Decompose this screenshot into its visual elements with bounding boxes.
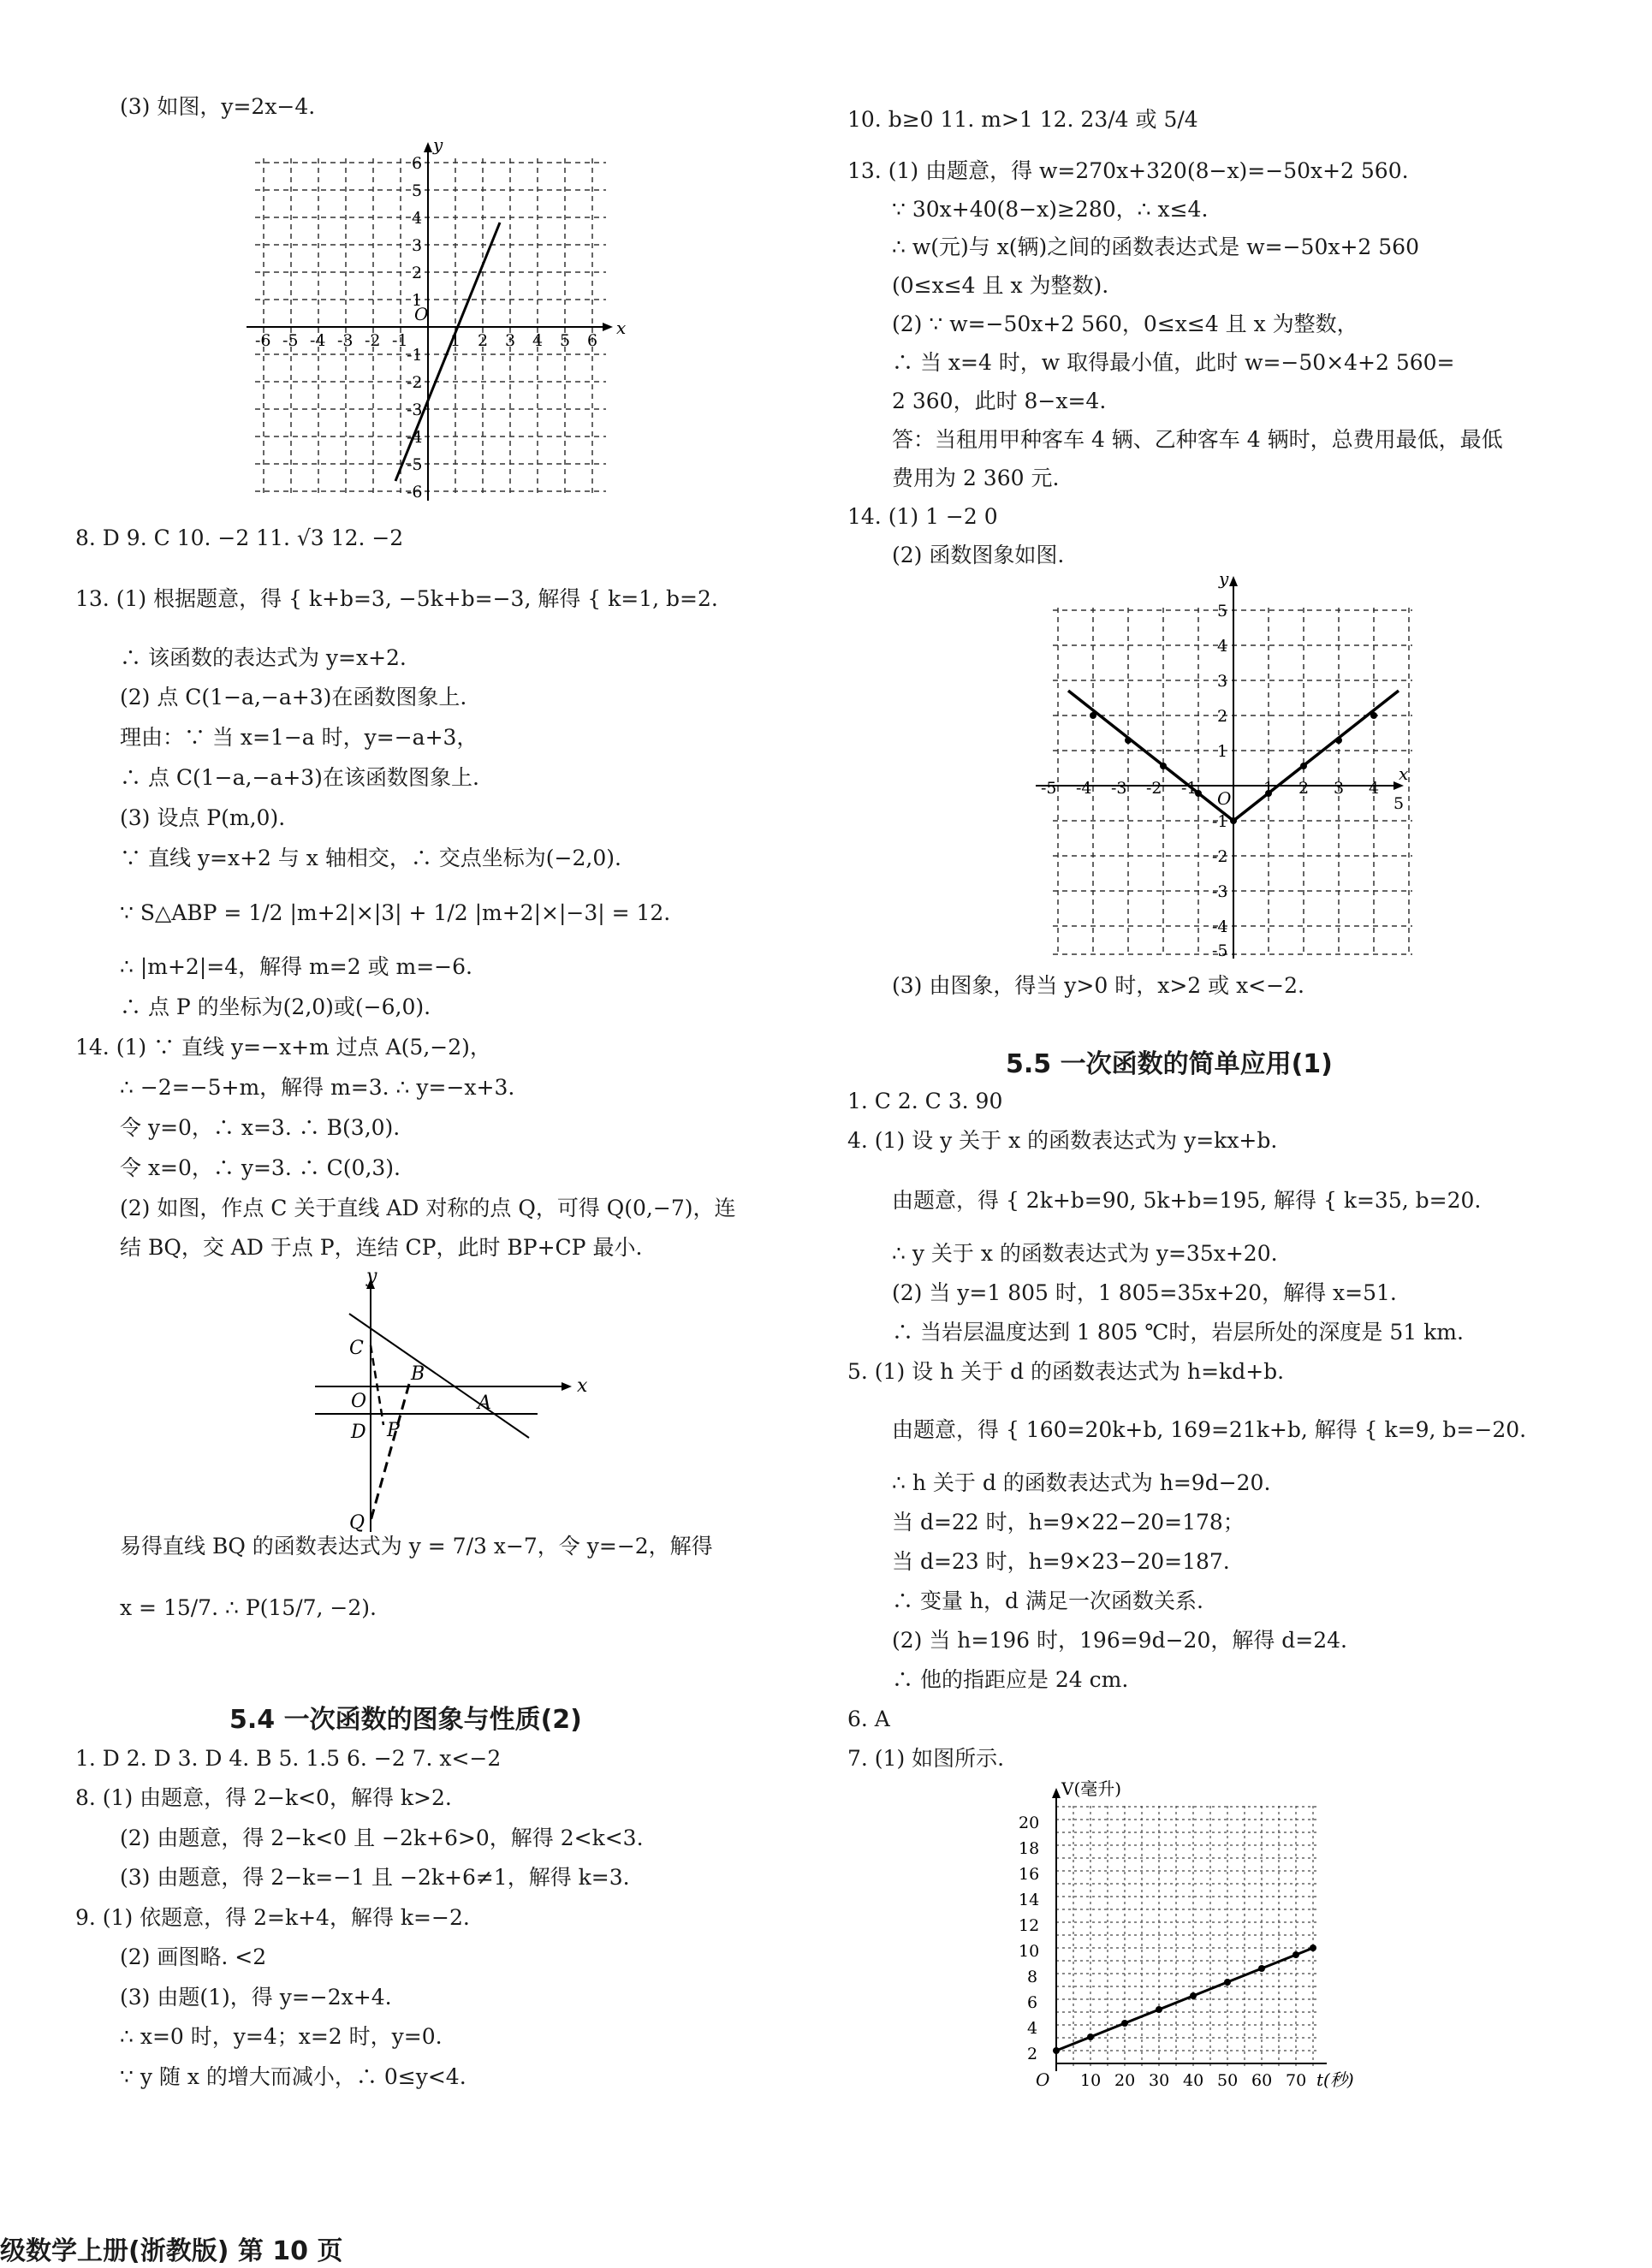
svg-text:x: x bbox=[616, 318, 627, 338]
graph-abs-function bbox=[1036, 569, 1412, 963]
graph-symmetry-point-q bbox=[306, 1267, 666, 1541]
svg-text:6: 6 bbox=[587, 331, 598, 350]
answer-line: ∴ 当 x=4 时，w 取得最小值，此时 w=−50×4+2 560= bbox=[892, 350, 1455, 375]
svg-text:4: 4 bbox=[532, 331, 544, 350]
svg-text:60: 60 bbox=[1251, 2071, 1273, 2090]
svg-text:x: x bbox=[1399, 763, 1409, 784]
answer-line: 13. (1) 根据题意，得 { k+b=3, −5k+b=−3, 解得 { k=1, b=2. bbox=[75, 586, 718, 611]
answer-line: (3) 由图象，得当 y>0 时，x>2 或 x<−2. bbox=[892, 973, 1304, 998]
svg-text:-4: -4 bbox=[1076, 779, 1092, 798]
svg-text:O: O bbox=[351, 1391, 367, 1412]
answer-line: ∴ 点 P 的坐标为(2,0)或(−6,0). bbox=[120, 994, 431, 1019]
svg-text:5: 5 bbox=[1217, 602, 1228, 620]
answer-line: 令 x=0，∴ y=3. ∴ C(0,3). bbox=[120, 1155, 401, 1180]
answer-line: ∴ x=0 时，y=4；x=2 时，y=0. bbox=[120, 2024, 443, 2049]
svg-text:-1: -1 bbox=[407, 346, 423, 365]
answer-line: (2) 函数图象如图. bbox=[892, 543, 1065, 567]
svg-text:20: 20 bbox=[1114, 2071, 1136, 2090]
answer-line: 理由：∵ 当 x=1−a 时，y=−a+3， bbox=[120, 725, 478, 750]
svg-text:-6: -6 bbox=[407, 483, 423, 502]
answer-line: ∴ −2=−5+m，解得 m=3. ∴ y=−x+3. bbox=[120, 1075, 515, 1100]
svg-text:30: 30 bbox=[1149, 2071, 1170, 2090]
svg-text:-2: -2 bbox=[1212, 847, 1228, 866]
svg-text:4: 4 bbox=[1217, 637, 1228, 656]
svg-text:40: 40 bbox=[1183, 2071, 1204, 2090]
svg-text:2: 2 bbox=[1027, 2045, 1038, 2063]
answer-line: 答：当租用甲种客车 4 辆、乙种客车 4 辆时，总费用最低，最低 bbox=[892, 427, 1503, 452]
answer-line: 当 d=23 时，h=9×23−20=187. bbox=[892, 1549, 1230, 1574]
answer-line: x = 15/7. ∴ P(15/7, −2). bbox=[120, 1595, 377, 1620]
answer-line: 当 d=22 时，h=9×22−20=178； bbox=[892, 1510, 1245, 1535]
answer-line: 易得直线 BQ 的函数表达式为 y = 7/3 x−7，令 y=−2，解得 bbox=[120, 1534, 713, 1559]
svg-text:14: 14 bbox=[1019, 1891, 1040, 1909]
answer-line: 7. (1) 如图所示. bbox=[847, 1746, 1005, 1771]
svg-text:O: O bbox=[1217, 788, 1232, 809]
svg-text:-4: -4 bbox=[407, 428, 423, 447]
answer-line: ∴ 当岩层温度达到 1 805 ℃时，岩层所处的深度是 51 km. bbox=[892, 1320, 1464, 1345]
answer-line: (2) 如图，作点 C 关于直线 AD 对称的点 Q，可得 Q(0,−7)，连 bbox=[120, 1196, 736, 1220]
svg-text:-2: -2 bbox=[407, 373, 423, 392]
svg-text:3: 3 bbox=[505, 331, 516, 350]
svg-text:V(毫升): V(毫升) bbox=[1061, 1778, 1122, 1799]
section-title: 5.5 一次函数的简单应用(1) bbox=[1006, 1049, 1333, 1079]
svg-text:-3: -3 bbox=[1111, 779, 1127, 798]
svg-text:P: P bbox=[387, 1420, 400, 1441]
svg-text:6: 6 bbox=[1027, 1993, 1038, 2012]
svg-text:50: 50 bbox=[1217, 2071, 1239, 2090]
svg-text:3: 3 bbox=[412, 236, 423, 255]
svg-text:1: 1 bbox=[1263, 779, 1275, 798]
svg-text:1: 1 bbox=[1217, 742, 1228, 761]
answer-line: (3) 由题意，得 2−k=−1 且 −2k+6≠1，解得 k=3. bbox=[120, 1865, 630, 1890]
svg-text:y: y bbox=[433, 134, 443, 155]
svg-text:4: 4 bbox=[1027, 2019, 1038, 2038]
svg-text:Q: Q bbox=[349, 1512, 365, 1534]
svg-text:16: 16 bbox=[1019, 1865, 1040, 1884]
svg-text:-1: -1 bbox=[392, 331, 408, 350]
svg-text:1: 1 bbox=[450, 331, 461, 350]
answer-line: (3) 由题(1)，得 y=−2x+4. bbox=[120, 1985, 392, 2010]
answer-line: 结 BQ，交 AD 于点 P，连结 CP，此时 BP+CP 最小. bbox=[120, 1235, 643, 1260]
svg-text:1: 1 bbox=[412, 291, 423, 310]
svg-text:x: x bbox=[577, 1375, 588, 1397]
answer-line: ∵ 30x+40(8−x)≥280，∴ x≤4. bbox=[892, 197, 1209, 222]
answer-line: 2 360，此时 8−x=4. bbox=[892, 389, 1107, 413]
answer-line: 13. (1) 由题意，得 w=270x+320(8−x)=−50x+2 560. bbox=[847, 158, 1409, 183]
svg-text:6: 6 bbox=[412, 154, 423, 173]
svg-text:-6: -6 bbox=[255, 331, 271, 350]
answer-line: ∴ 该函数的表达式为 y=x+2. bbox=[120, 645, 407, 670]
svg-text:B: B bbox=[411, 1363, 425, 1385]
answer-line: 6. A bbox=[847, 1707, 890, 1731]
answer-line: ∴ h 关于 d 的函数表达式为 h=9d−20. bbox=[892, 1470, 1271, 1495]
svg-text:-3: -3 bbox=[1212, 882, 1228, 901]
svg-text:8: 8 bbox=[1027, 1968, 1038, 1986]
svg-text:t(秒): t(秒) bbox=[1316, 2069, 1354, 2090]
svg-text:-1: -1 bbox=[1212, 812, 1228, 831]
svg-text:3: 3 bbox=[1334, 779, 1345, 798]
answer-line: ∴ y 关于 x 的函数表达式为 y=35x+20. bbox=[892, 1241, 1278, 1266]
answer-line: ∴ w(元)与 x(辆)之间的函数表达式是 w=−50x+2 560 bbox=[892, 235, 1419, 259]
svg-text:18: 18 bbox=[1019, 1839, 1040, 1858]
svg-text:2: 2 bbox=[1217, 707, 1228, 726]
svg-text:-5: -5 bbox=[282, 331, 299, 350]
answer-line: 令 y=0，∴ x=3. ∴ B(3,0). bbox=[120, 1115, 401, 1140]
svg-text:-4: -4 bbox=[310, 331, 326, 350]
svg-text:3: 3 bbox=[1217, 672, 1228, 691]
svg-text:20: 20 bbox=[1019, 1814, 1040, 1832]
svg-text:y: y bbox=[1219, 568, 1229, 589]
answer-line: 4. (1) 设 y 关于 x 的函数表达式为 y=kx+b. bbox=[847, 1128, 1278, 1153]
section-title: 5.4 一次函数的图象与性质(2) bbox=[229, 1705, 582, 1735]
answer-line: 9. (1) 依题意，得 2=k+4，解得 k=−2. bbox=[75, 1905, 470, 1930]
answer-line: ∴ 点 C(1−a,−a+3)在该函数图象上. bbox=[120, 765, 479, 790]
svg-text:-5: -5 bbox=[407, 455, 423, 474]
answer-line: 由题意，得 { 2k+b=90, 5k+b=195, 解得 { k=35, b=20. bbox=[892, 1188, 1482, 1213]
answer-line: 8. (1) 由题意，得 2−k<0，解得 k>2. bbox=[75, 1785, 452, 1810]
answer-line: 8. D 9. C 10. −2 11. √3 12. −2 bbox=[75, 525, 404, 550]
svg-text:-2: -2 bbox=[365, 331, 381, 350]
svg-text:-5: -5 bbox=[1041, 779, 1057, 798]
answer-line: ∵ S△ABP = 1/2 |m+2|×|3| + 1/2 |m+2|×|−3| = 12. bbox=[120, 900, 671, 925]
svg-text:C: C bbox=[349, 1338, 364, 1359]
answer-line: (3) 设点 P(m,0). bbox=[120, 805, 286, 830]
svg-text:2: 2 bbox=[1298, 779, 1310, 798]
answer-line: ∴ |m+2|=4，解得 m=2 或 m=−6. bbox=[120, 954, 472, 979]
svg-text:12: 12 bbox=[1019, 1916, 1040, 1935]
answer-line: (2) 由题意，得 2−k<0 且 −2k+6>0，解得 2<k<3. bbox=[120, 1826, 644, 1850]
svg-text:2: 2 bbox=[412, 264, 423, 282]
svg-text:5: 5 bbox=[560, 331, 571, 350]
svg-text:-2: -2 bbox=[1146, 779, 1162, 798]
answer-line: ∵ y 随 x 的增大而减小，∴ 0≤y<4. bbox=[120, 2064, 466, 2089]
svg-text:O: O bbox=[1036, 2069, 1050, 2090]
svg-text:4: 4 bbox=[412, 209, 423, 228]
answer-line: (3) 如图，y=2x−4. bbox=[120, 94, 316, 119]
answer-line: 14. (1) 1 −2 0 bbox=[847, 504, 998, 529]
answer-line: (2) 当 y=1 805 时，1 805=35x+20，解得 x=51. bbox=[892, 1280, 1397, 1305]
answer-line: 10. b≥0 11. m>1 12. 23/4 或 5/4 bbox=[847, 107, 1198, 132]
answer-line: (2) 当 h=196 时，196=9d−20，解得 d=24. bbox=[892, 1628, 1348, 1653]
svg-text:D: D bbox=[351, 1422, 366, 1443]
answer-line: ∵ 直线 y=x+2 与 x 轴相交，∴ 交点坐标为(−2,0). bbox=[120, 846, 621, 870]
answer-line: ∴ 他的指距应是 24 cm. bbox=[892, 1667, 1129, 1692]
answer-line: (2) ∵ w=−50x+2 560，0≤x≤4 且 x 为整数， bbox=[892, 312, 1358, 336]
svg-text:-1: -1 bbox=[1181, 779, 1197, 798]
answer-line: (2) 画图略. <2 bbox=[120, 1944, 267, 1969]
answer-line: (2) 点 C(1−a,−a+3)在函数图象上. bbox=[120, 685, 467, 709]
answer-line: 5. (1) 设 h 关于 d 的函数表达式为 h=kd+b. bbox=[847, 1359, 1285, 1384]
answer-line: (0≤x≤4 且 x 为整数). bbox=[892, 273, 1109, 298]
svg-text:O: O bbox=[414, 304, 429, 324]
svg-text:10: 10 bbox=[1080, 2071, 1102, 2090]
answer-line: 14. (1) ∵ 直线 y=−x+m 过点 A(5,−2)， bbox=[75, 1035, 491, 1060]
svg-text:5: 5 bbox=[412, 181, 423, 200]
svg-text:-4: -4 bbox=[1212, 917, 1228, 936]
svg-text:4: 4 bbox=[1369, 779, 1380, 798]
svg-text:10: 10 bbox=[1019, 1942, 1040, 1961]
answer-line: 费用为 2 360 元. bbox=[892, 466, 1060, 490]
answer-line: 1. D 2. D 3. D 4. B 5. 1.5 6. −2 7. x<−2 bbox=[75, 1746, 502, 1771]
svg-text:5: 5 bbox=[1394, 794, 1405, 813]
page-footer: 级数学上册(浙教版) 第 10 页 bbox=[0, 2236, 343, 2266]
svg-text:-3: -3 bbox=[337, 331, 354, 350]
graph-linear-y-2x-4 bbox=[247, 134, 709, 505]
svg-text:A: A bbox=[478, 1392, 491, 1414]
svg-text:-3: -3 bbox=[407, 401, 423, 419]
svg-text:y: y bbox=[366, 1266, 377, 1287]
svg-text:70: 70 bbox=[1286, 2071, 1307, 2090]
answer-line: ∴ 变量 h，d 满足一次函数关系. bbox=[892, 1588, 1203, 1613]
answer-line: 由题意，得 { 160=20k+b, 169=21k+b, 解得 { k=9, b=−20. bbox=[892, 1417, 1527, 1442]
svg-text:2: 2 bbox=[478, 331, 489, 350]
graph-volume-time bbox=[1019, 1776, 1387, 2090]
svg-text:-5: -5 bbox=[1212, 941, 1228, 960]
answer-line: 1. C 2. C 3. 90 bbox=[847, 1089, 1003, 1113]
